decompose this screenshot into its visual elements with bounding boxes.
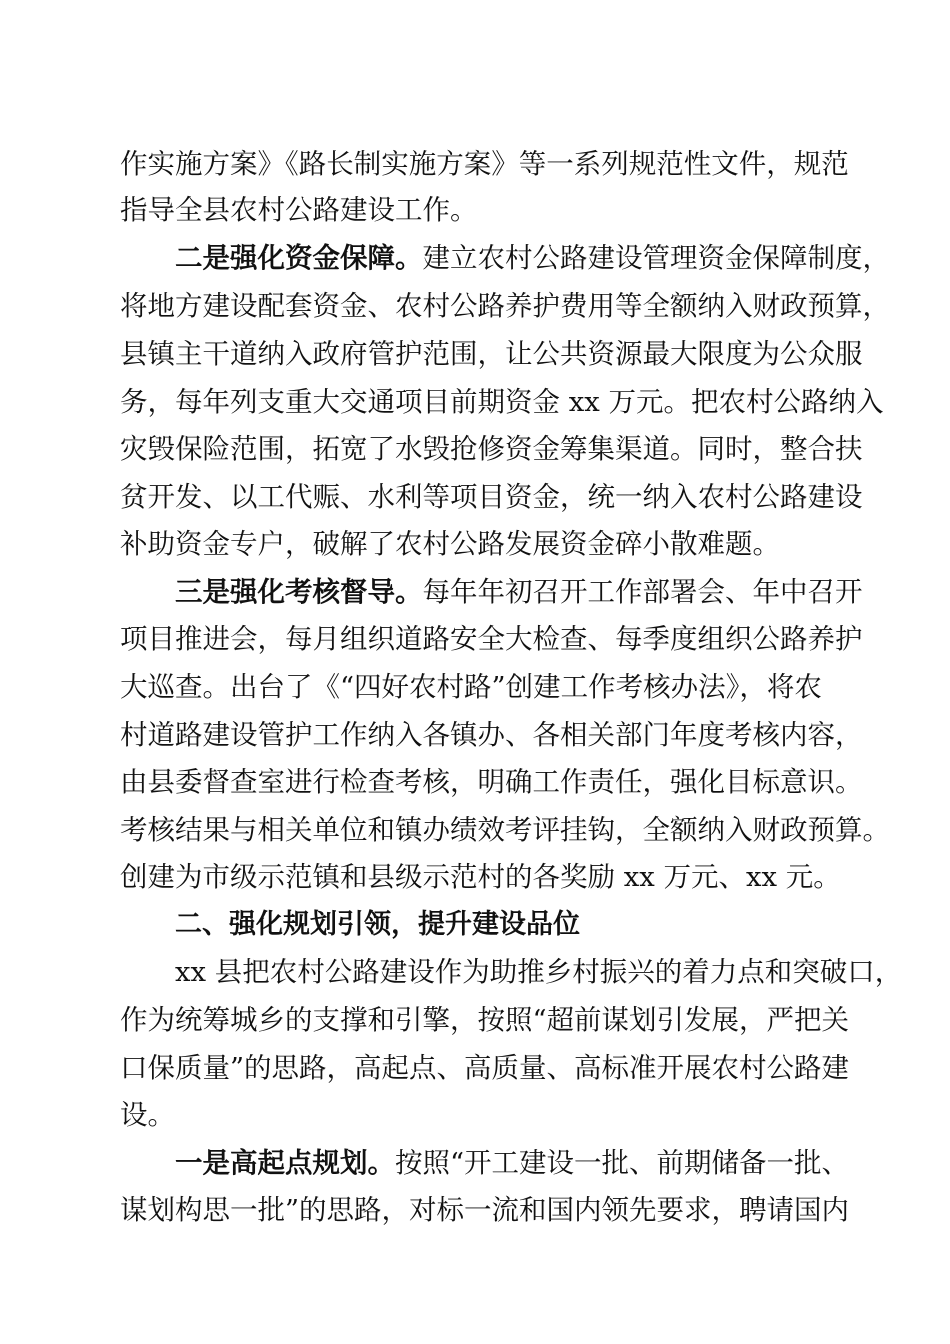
paragraph-line: 设。 <box>120 1099 175 1131</box>
paragraph-lead-bold: 一是高起点规划。 <box>175 1147 395 1179</box>
paragraph-line: 务，每年列支重大交通项目前期资金 xx 万元。把农村公路纳入 <box>120 386 884 418</box>
paragraph-line: 贫开发、以工代赈、水利等项目资金，统一纳入农村公路建设 <box>120 481 863 513</box>
paragraph-text: 每年年初召开工作部署会、年中召开 <box>422 576 863 608</box>
paragraph-line: 作实施方案》《路长制实施方案》等一系列规范性文件，规范 <box>120 148 849 180</box>
paragraph-line <box>175 1143 849 1183</box>
paragraph-line: 口保质量”的思路，高起点、高质量、高标准开展农村公路建 <box>120 1052 850 1084</box>
paragraph-line: xx 县把农村公路建设作为助推乡村振兴的着力点和突破口， <box>175 956 903 988</box>
paragraph-line: 村道路建设管护工作纳入各镇办、各相关部门年度考核内容， <box>120 719 863 751</box>
paragraph-line: 大巡查。出台了《“四好农村路”创建工作考核办法》，将农 <box>120 671 822 703</box>
paragraph-line: 灾毁保险范围，拓宽了水毁抢修资金筹集渠道。同时，整合扶 <box>120 433 863 465</box>
paragraph-line <box>175 572 863 612</box>
paragraph-lead-bold: 二是强化资金保障。 <box>175 242 423 274</box>
paragraph-line: 县镇主干道纳入政府管护范围，让公共资源最大限度为公众服 <box>120 338 863 370</box>
paragraph-line: 谋划构思一批”的思路，对标一流和国内领先要求，聘请国内 <box>120 1194 850 1226</box>
section-heading: 二、强化规划引领，提升建设品位 <box>175 909 580 940</box>
paragraph-line: 补助资金专户，破解了农村公路发展资金碎小散难题。 <box>120 528 780 560</box>
paragraph-text: 按照“开工建设一批、前期储备一批、 <box>395 1147 850 1179</box>
paragraph-line: 由县委督查室进行检查考核，明确工作责任，强化目标意识。 <box>120 766 863 798</box>
paragraph-line: 项目推进会，每月组织道路安全大检查、每季度组织公路养护 <box>120 623 863 655</box>
paragraph-line: 考核结果与相关单位和镇办绩效考评挂钩，全额纳入财政预算。 <box>120 814 890 846</box>
paragraph-lead-bold: 三是强化考核督导。 <box>175 576 423 608</box>
paragraph-text: 建立农村公路建设管理资金保障制度， <box>422 242 890 274</box>
paragraph-line: 创建为市级示范镇和县级示范村的各奖励 xx 万元、xx 元。 <box>120 861 841 893</box>
paragraph-line <box>175 238 890 278</box>
paragraph-line: 将地方建设配套资金、农村公路养护费用等全额纳入财政预算， <box>120 290 890 322</box>
paragraph-line: 指导全县农村公路建设工作。 <box>120 194 478 226</box>
paragraph-line: 作为统筹城乡的支撑和引擎，按照“超前谋划引发展，严把关 <box>120 1004 850 1036</box>
